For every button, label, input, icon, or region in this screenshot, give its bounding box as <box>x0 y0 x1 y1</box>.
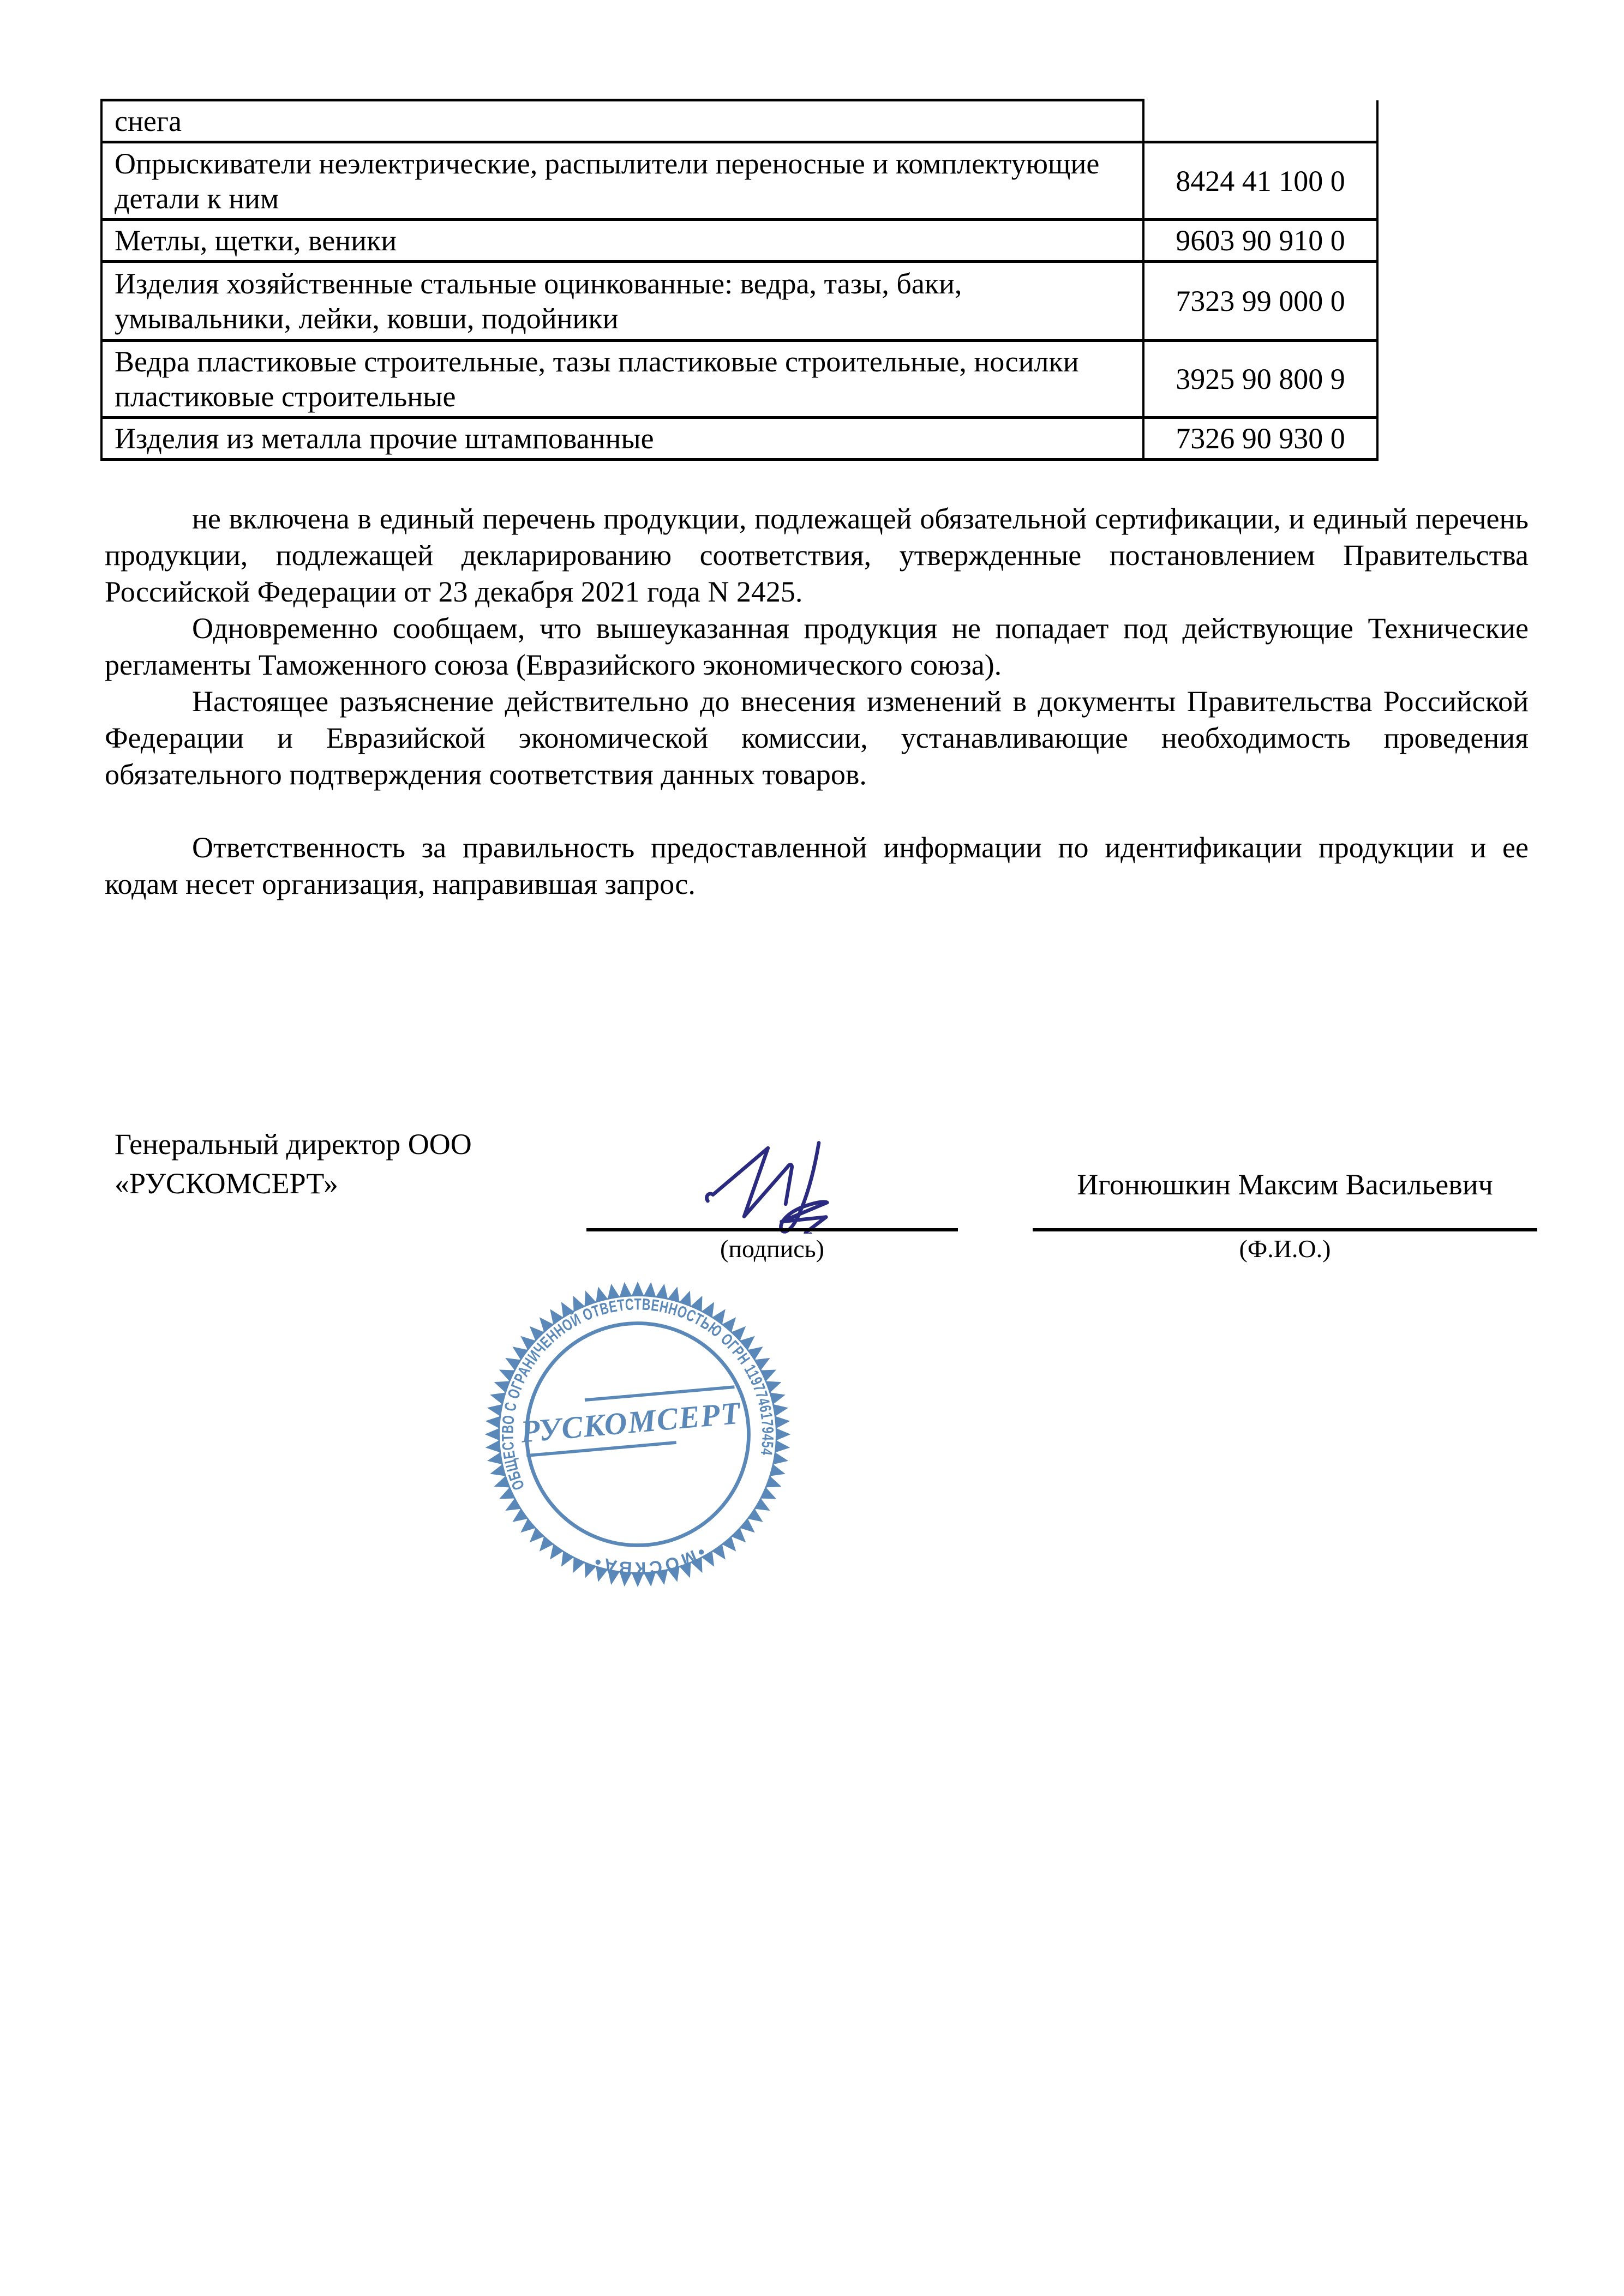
goods-name-cell: Изделия хозяйственные стальные оцинкованные: ведра, тазы, баки, умывальники, лейки, ковши, подойники <box>101 262 1143 341</box>
table-row <box>101 341 1377 418</box>
paragraph-validity: Настоящее разъяснение действительно до внесения изменений в документы Правительства Российской Федерации и Евразийской экономической комиссии, устанавливающие необходимость проведения обязательного подтверждения соответствия данных товаров. <box>105 685 1529 791</box>
tnved-code-cell: 8424 41 100 0 <box>1143 142 1377 220</box>
tnved-code-cell <box>1143 100 1377 142</box>
signature-caption: (подпись) <box>720 1235 824 1263</box>
name-line <box>1033 1228 1537 1231</box>
stamp-ring-text: ОБЩЕСТВО С ОГРАНИЧЕННОЙ ОТВЕТСТВЕННОСТЬЮ ОГРН 1197746179454 <box>499 1295 777 1493</box>
goods-codes-table <box>100 99 1379 461</box>
goods-name-cell: Опрыскиватели неэлектрические, распылители переносные и комплектующие детали к ним <box>101 142 1143 220</box>
signatory-role-line2: «РУСКОМСЕРТ» <box>115 1167 338 1200</box>
goods-name-cell: Изделия из металла прочие штампованные <box>101 418 1143 460</box>
goods-name-cell: Ведра пластиковые строительные, тазы пластиковые строительные, носилки пластиковые строительные <box>101 341 1143 418</box>
signatory-role-line1: Генеральный директор ООО <box>115 1128 472 1161</box>
tnved-code-cell: 7323 99 000 0 <box>1143 262 1377 341</box>
handwritten-signature <box>703 1138 829 1234</box>
paragraph-tech-regulations: Одновременно сообщаем, что вышеуказанная продукция не попадает под действующие Технические регламенты Таможенного союза (Евразийского экономического союза). <box>105 612 1529 681</box>
table-row <box>101 142 1377 220</box>
table-row <box>101 418 1377 460</box>
paragraph-responsibility: Ответственность за правильность предоставленной информации по идентификации продукции и ее кодам несет организация, направившая запрос. <box>105 831 1529 900</box>
name-caption: (Ф.И.О.) <box>1239 1235 1331 1263</box>
table-row <box>101 262 1377 341</box>
document-body <box>105 501 1529 903</box>
goods-name-cell: Метлы, щетки, веники <box>101 220 1143 262</box>
stamp-company-name: РУСКОМСЕРТ <box>519 1396 743 1450</box>
paragraph-certification: не включена в единый перечень продукции, подлежащей обязательной сертификации, и единый перечень продукции, подлежащей декларированию соответствия, утвержденные постановлением Правительства Российской Федерации от 23 декабря 2021 года N 2425. <box>105 502 1529 608</box>
stamp-city-text: •МОСКВА• <box>589 1542 709 1579</box>
goods-name-cell: снега <box>101 100 1143 142</box>
tnved-code-cell: 7326 90 930 0 <box>1143 418 1377 460</box>
tnved-code-cell: 3925 90 800 9 <box>1143 341 1377 418</box>
company-stamp <box>481 1277 795 1591</box>
signature-line <box>586 1228 958 1231</box>
signatory-name: Игонюшкин Максим Васильевич <box>1077 1168 1493 1201</box>
tnved-code-cell: 9603 90 910 0 <box>1143 220 1377 262</box>
table-row <box>101 220 1377 262</box>
signature-stroke-main <box>706 1148 792 1217</box>
table-row <box>101 100 1377 142</box>
signatory-role <box>115 1125 472 1203</box>
